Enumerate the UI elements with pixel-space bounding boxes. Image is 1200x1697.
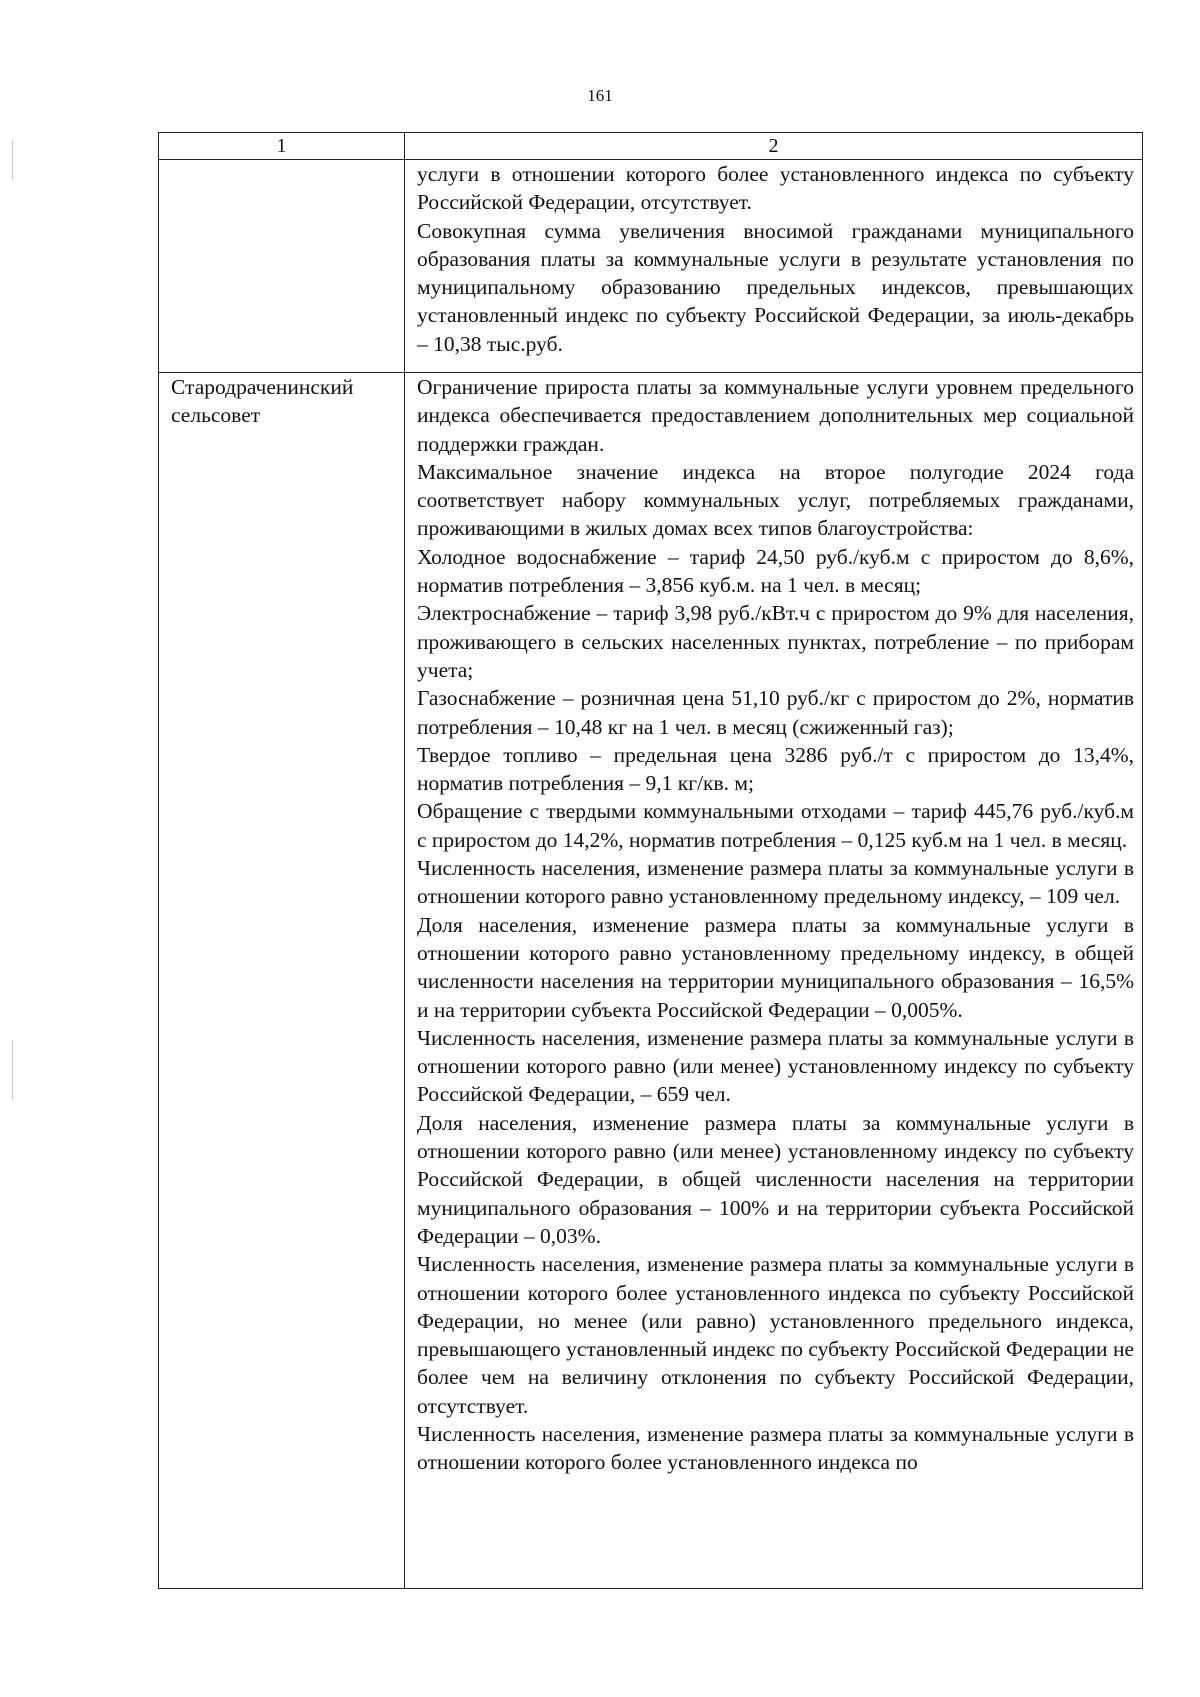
paragraph: Доля населения, изменение размера платы за коммунальные услуги в отношении которого равно установленному предельному индексу, в общей численности населения на территории муниципального образования – 16,5% и на территории субъекта Российской Федерации – 0,005%.	[417, 912, 1134, 1022]
column-header-2: 2	[405, 133, 1143, 160]
municipality-name-cell	[159, 160, 405, 373]
paragraph: услуги в отношении которого более установленного индекса по субъекту Российской Федерации, отсутствует.	[417, 162, 1134, 215]
description-cell	[405, 373, 1143, 1589]
paragraph: Ограничение прироста платы за коммунальные услуги уровнем предельного индекса обеспечивается предоставлением дополнительных мер социальной поддержки граждан.	[417, 375, 1134, 456]
document-table	[158, 132, 1143, 1589]
table-row-continuation	[159, 160, 1143, 373]
table-row-starodracheninsky	[159, 373, 1143, 1589]
paragraph: Численность населения, изменение размера платы за коммунальные услуги в отношении которого равно установленному предельному индексу, – 109 чел.	[417, 856, 1134, 909]
description-cell	[405, 160, 1143, 373]
paragraph: Электроснабжение – тариф 3,98 руб./кВт.ч с приростом до 9% для населения, проживающего в сельских населенных пунктах, потребление – по приборам учета;	[417, 601, 1134, 682]
paragraph: Численность населения, изменение размера платы за коммунальные услуги в отношении которого более установленного индекса по субъекту Российской Федерации, но менее (или равно) установленного предельного индекса, превышающего установленный индекс по субъекту Российской Федерации не более чем на величину отклонения по субъекту Российской Федерации, отсутствует.	[417, 1252, 1134, 1418]
paragraph: Доля населения, изменение размера платы за коммунальные услуги в отношении которого равно (или менее) установленному индексу по субъекту Российской Федерации, в общей численности населения на территории муниципального образования – 100% и на территории субъекта Российской Федерации – 0,03%.	[417, 1110, 1134, 1248]
paragraph: Обращение с твердыми коммунальными отходами – тариф 445,76 руб./куб.м с приростом до 14,2%, норматив потребления – 0,125 куб.м на 1 чел. в месяц.	[417, 799, 1134, 852]
paragraph: Численность населения, изменение размера платы за коммунальные услуги в отношении которого более установленного индекса по	[417, 1421, 1134, 1475]
paragraph: Твердое топливо – предельная цена 3286 руб./т с приростом до 13,4%, норматив потребления – 9,1 кг/кв. м;	[417, 742, 1134, 796]
scan-edge-mark	[12, 140, 13, 180]
scan-edge-mark	[12, 1040, 13, 1100]
paragraph: Газоснабжение – розничная цена 51,10 руб./кг с приростом до 2%, норматив потребления – 10,48 кг на 1 чел. в месяц (сжиженный газ);	[417, 686, 1134, 739]
paragraph: Максимальное значение индекса на второе полугодие 2024 года соответствует набору коммунальных услуг, потребляемых гражданами, проживающими в жилых домах всех типов благоустройства:	[417, 459, 1134, 541]
column-header-1: 1	[159, 133, 405, 160]
municipality-name-cell: Стародраченинский сельсовет	[159, 373, 405, 1589]
page-number: 161	[587, 86, 613, 105]
table-header-row	[159, 133, 1143, 160]
paragraph: Совокупная сумма увеличения вносимой гражданами муниципального образования платы за коммунальные услуги в результате установления по муниципальному образованию предельных индексов, превышающих установленный индекс по субъекту Российской Федерации, за июль-декабрь – 10,38 тыс.руб.	[417, 218, 1134, 356]
paragraph: Холодное водоснабжение – тариф 24,50 руб./куб.м с приростом до 8,6%, норматив потребления – 3,856 куб.м. на 1 чел. в месяц;	[417, 544, 1134, 598]
paragraph: Численность населения, изменение размера платы за коммунальные услуги в отношении которого равно (или менее) установленному индексу по субъекту Российской Федерации, – 659 чел.	[417, 1025, 1134, 1107]
